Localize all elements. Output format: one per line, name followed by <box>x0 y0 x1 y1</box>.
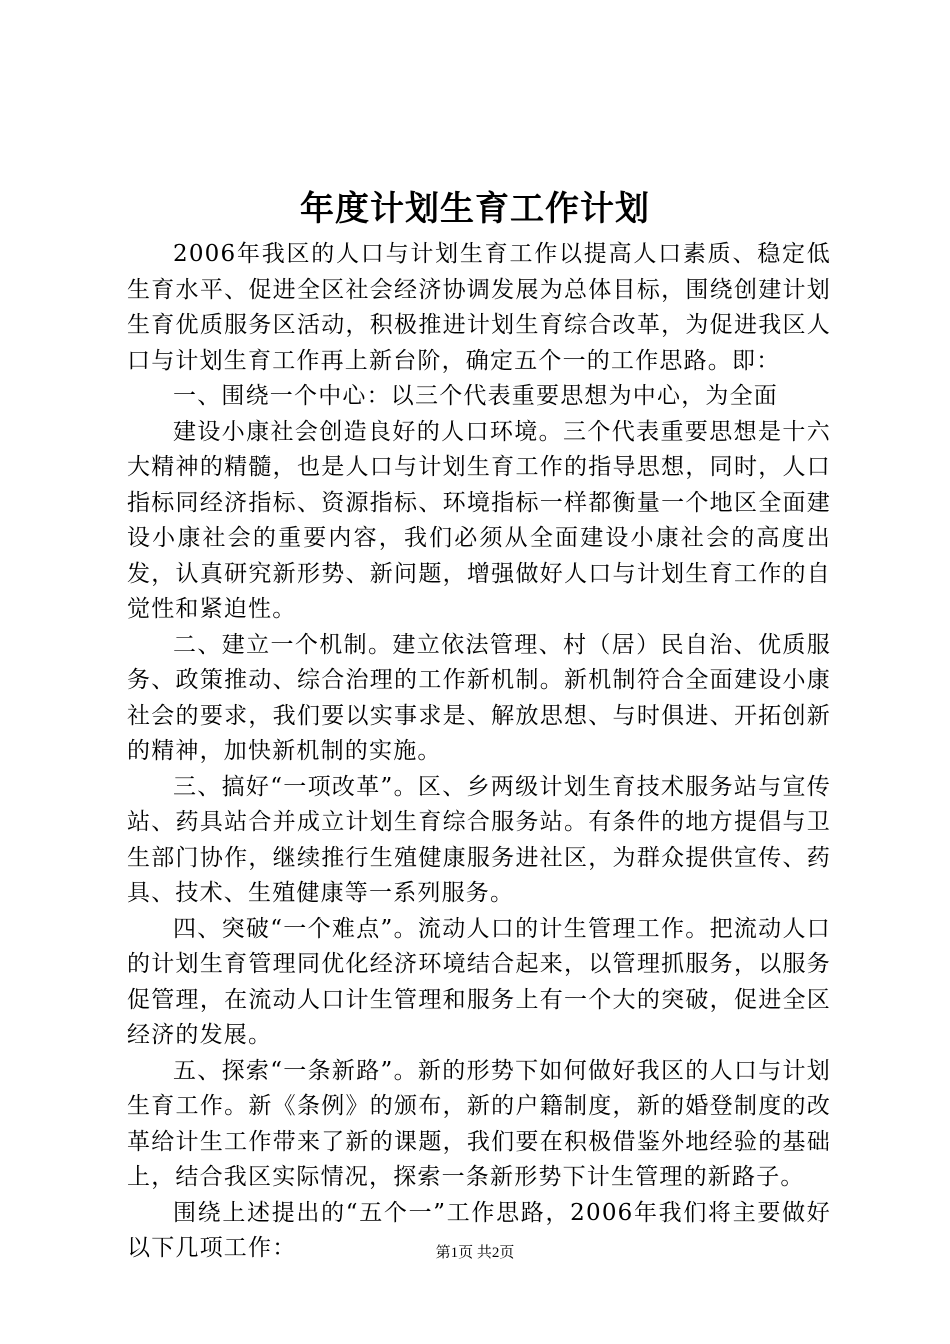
paragraph-point-2: 二、建立一个机制。建立依法管理、村（居）民自治、优质服务、政策推动、综合治理的工作新机制。新机制符合全面建设小康社会的要求，我们要以实事求是、解放思想、与时俱进、开拓创新的精神，加快新机制的实施。 <box>127 631 831 764</box>
paragraph-point-4: 四、突破“一个难点”。流动人口的计生管理工作。把流动人口的计划生育管理同优化经济环境结合起来，以管理抓服务，以服务促管理，在流动人口计生管理和服务上有一个大的突破，促进全区经济的发展。 <box>127 915 831 1048</box>
paragraph-summary: 围绕上述提出的“五个一”工作思路，2006年我们将主要做好以下几项工作： <box>127 1199 831 1261</box>
paragraph-point-5: 五、探索“一条新路”。新的形势下如何做好我区的人口与计划生育工作。新《条例》的颁布，新的户籍制度，新的婚登制度的改革给计生工作带来了新的课题，我们要在积极借鉴外地经验的基础上，结合我区实际情况，探索一条新形势下计生管理的新路子。 <box>127 1057 831 1190</box>
page-footer: 第1页 共2页 <box>435 1245 515 1261</box>
paragraph-intro: 2006年我区的人口与计划生育工作以提高人口素质、稳定低生育水平、促进全区社会经济协调发展为总体目标，围绕创建计划生育优质服务区活动，积极推进计划生育综合改革，为促进我区人口与计划生育工作再上新台阶，确定五个一的工作思路。即： <box>127 241 831 374</box>
paragraph-point-3: 三、搞好“一项改革”。区、乡两级计划生育技术服务站与宣传站、药具站合并成立计划生育综合服务站。有条件的地方提倡与卫生部门协作，继续推行生殖健康服务进社区，为群众提供宣传、药具、技术、生殖健康等一系列服务。 <box>127 773 831 906</box>
paragraph-point-1-heading: 一、围绕一个中心：以三个代表重要思想为中心，为全面 <box>173 383 778 409</box>
paragraph-point-1-body: 建设小康社会创造良好的人口环境。三个代表重要思想是十六大精神的精髓，也是人口与计划生育工作的指导思想，同时，人口指标同经济指标、资源指标、环境指标一样都衡量一个地区全面建设小康社会的重要内容，我们必须从全面建设小康社会的高度出发，认真研究新形势、新问题，增强做好人口与计划生育工作的自觉性和紧迫性。 <box>127 418 831 622</box>
document-title: 年度计划生育工作计划 <box>300 189 650 229</box>
document-body <box>127 237 831 1267</box>
